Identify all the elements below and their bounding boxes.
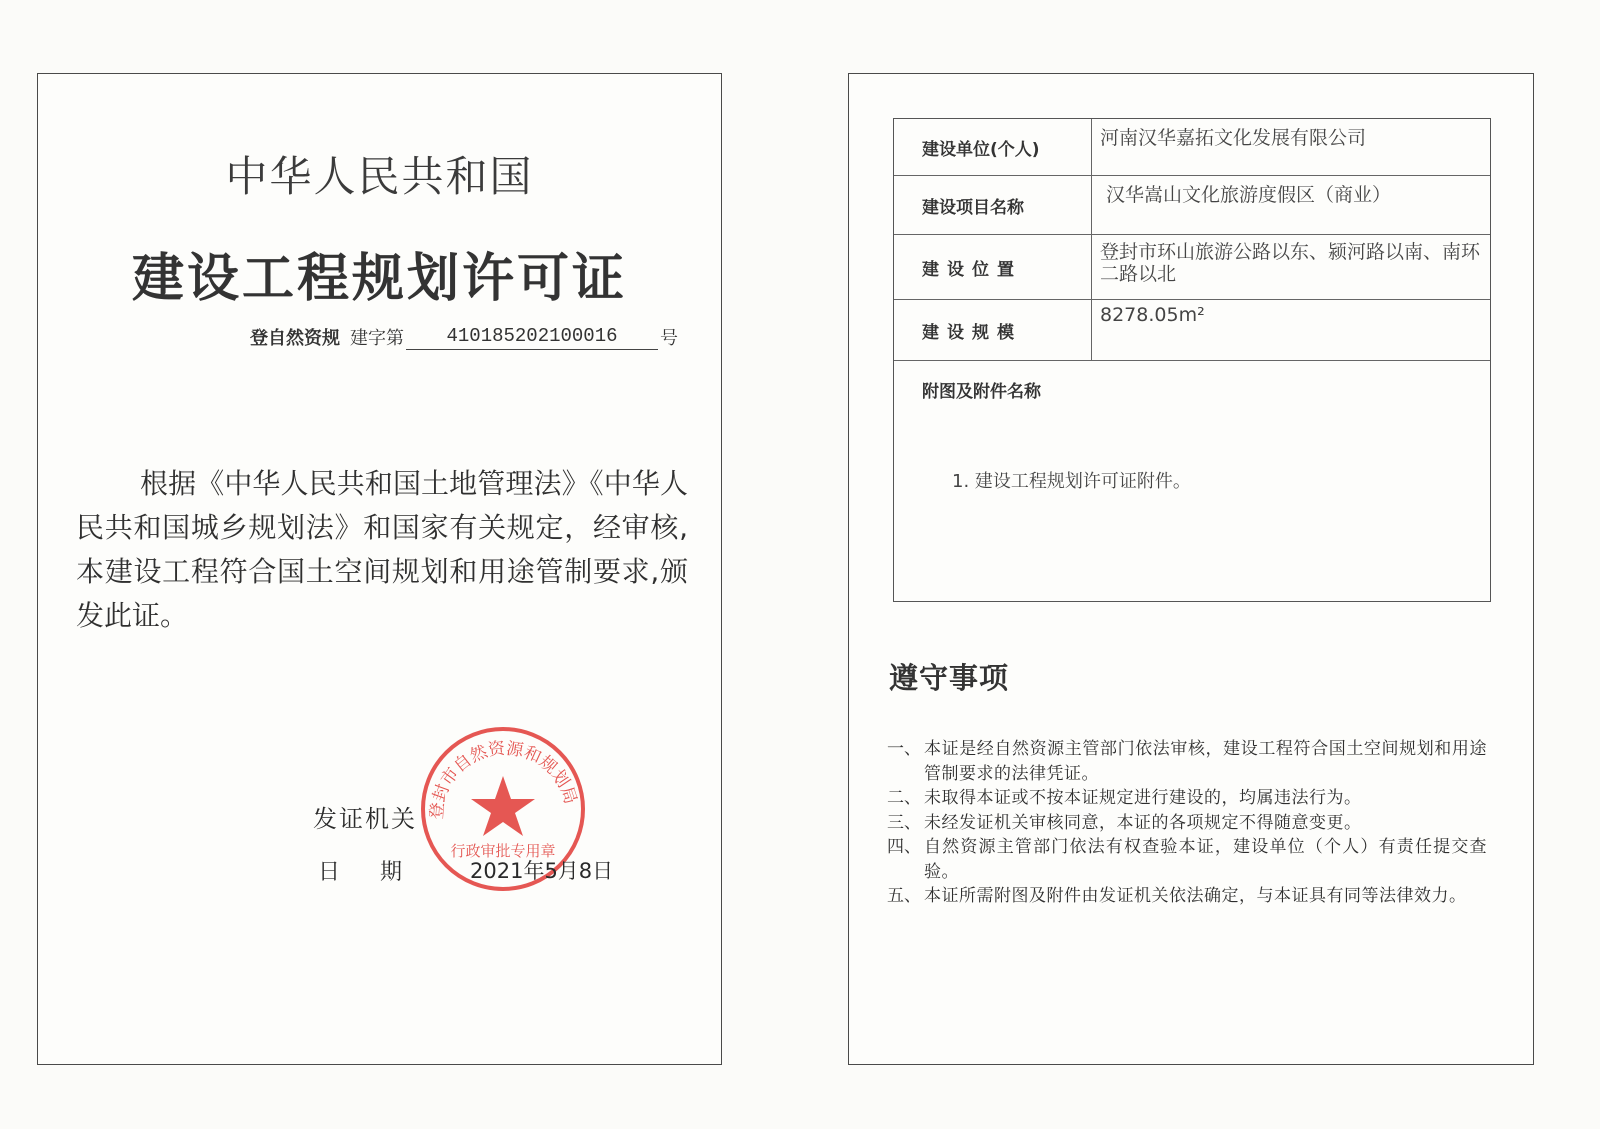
notice-marker: 一、 — [887, 739, 921, 759]
construction-scale-value: 8278.05m² — [1100, 304, 1205, 326]
notice-marker: 四、 — [887, 837, 921, 857]
construction-unit-value: 河南汉华嘉拓文化发展有限公司 — [1100, 127, 1367, 149]
svg-text:行政审批专用章: 行政审批专用章 — [450, 842, 556, 860]
project-name-value: 汉华嵩山文化旅游度假区（商业） — [1106, 184, 1392, 206]
notice-marker: 三、 — [887, 812, 921, 833]
table-row — [894, 300, 1490, 361]
notice-text: 自然资源主管部门依法有权查验本证，建设单位（个人）有责任提交查验。 — [924, 837, 1487, 882]
notice-item — [887, 786, 1487, 811]
country-name: 中华人民共和国 — [225, 152, 534, 201]
certificate-number: 410185202100016 — [406, 325, 658, 350]
certificate-title: 建设工程规划许可证 — [131, 249, 627, 309]
notice-text: 未经发证机关审核同意，本证的各项规定不得随意变更。 — [924, 812, 1362, 833]
certificate-detail-page — [848, 73, 1534, 1065]
construction-unit-label: 建设单位(个人) — [894, 119, 1092, 175]
notice-item — [887, 737, 1487, 786]
issue-date: 2021年5月8日 — [470, 859, 614, 883]
table-row — [894, 235, 1490, 300]
notice-text: 本证是经自然资源主管部门依法审核，建设工程符合国土空间规划和用途管制要求的法律凭证。 — [924, 739, 1487, 784]
notice-marker: 五、 — [887, 886, 921, 906]
table-row — [894, 119, 1490, 176]
notice-item — [887, 835, 1487, 884]
notice-item — [887, 811, 1487, 836]
project-name-label: 建设项目名称 — [894, 176, 1092, 234]
construction-location-label: 建设位置 — [894, 235, 1092, 299]
attachments-title: 附图及附件名称 — [922, 382, 1041, 402]
notice-item — [887, 884, 1487, 909]
notice-marker: 二、 — [887, 788, 921, 808]
issuer-label: 发证机关 — [313, 805, 417, 833]
attachment-item: 1. 建设工程规划许可证附件。 — [952, 471, 1191, 492]
number-word: 建字第 — [350, 328, 404, 349]
project-info-table — [893, 118, 1491, 602]
number-prefix: 登自然资规 — [250, 328, 340, 349]
attachments-section — [894, 361, 1490, 601]
notice-title: 遵守事项 — [889, 661, 1010, 695]
construction-scale-label: 建设规模 — [894, 300, 1092, 360]
certificate-cover-page — [37, 73, 722, 1065]
date-label: 日期 — [318, 860, 443, 885]
notice-list — [887, 737, 1487, 909]
certificate-number-line — [250, 324, 678, 350]
construction-location-value: 登封市环山旅游公路以东、颍河路以南、南环二路以北 — [1100, 241, 1481, 285]
table-row — [894, 176, 1490, 235]
number-suffix: 号 — [660, 328, 678, 349]
notice-text: 本证所需附图及附件由发证机关依法确定，与本证具有同等法律效力。 — [924, 886, 1467, 906]
certificate-body-text: 根据《中华人民共和国土地管理法》《中华人民共和国城乡规划法》和国家有关规定，经审核,本建设工程符合国土空间规划和用途管制要求,颁发此证。 — [76, 467, 688, 632]
notice-text: 未取得本证或不按本证规定进行建设的，均属违法行为。 — [924, 788, 1362, 808]
svg-text:登封市自然资源和规划局: 登封市自然资源和规划局 — [427, 738, 581, 821]
